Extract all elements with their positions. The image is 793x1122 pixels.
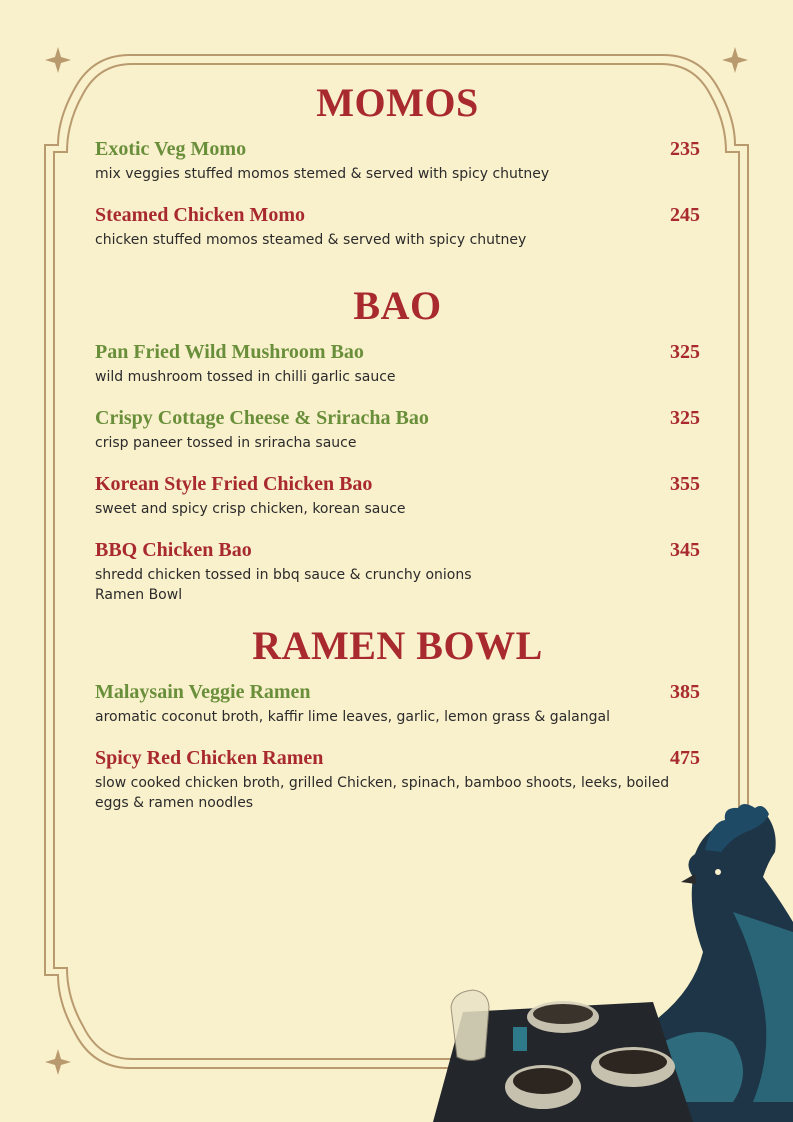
menu-item (95, 471, 700, 519)
item-extra-note: Ramen Bowl (95, 587, 183, 603)
item-price: 325 (670, 407, 700, 429)
item-name: BBQ Chicken Bao (95, 539, 252, 561)
menu-item (95, 202, 700, 250)
item-description: sweet and spicy crisp chicken, korean sauce (95, 501, 406, 517)
item-price: 345 (670, 539, 700, 561)
item-name: Korean Style Fried Chicken Bao (95, 473, 373, 495)
item-description: shredd chicken tossed in bbq sauce & crunchy onions (95, 567, 472, 583)
item-description: aromatic coconut broth, kaffir lime leaves, garlic, lemon grass & galangal (95, 709, 610, 725)
item-description: crisp paneer tossed in sriracha sauce (95, 435, 357, 451)
section-title: RAMEN BOWL (252, 623, 543, 668)
item-price: 385 (670, 681, 700, 703)
section-momos (95, 80, 700, 250)
item-name: Steamed Chicken Momo (95, 204, 305, 226)
item-description: mix veggies stuffed momos stemed & served with spicy chutney (95, 166, 550, 182)
sparkle-icon (45, 1049, 71, 1075)
sparkle-icon (722, 47, 748, 73)
item-price: 325 (670, 341, 700, 363)
item-description: wild mushroom tossed in chilli garlic sauce (95, 369, 396, 385)
rooster-with-bowls-illustration (433, 802, 793, 1122)
menu-item (95, 136, 700, 184)
sparkle-icon (45, 47, 71, 73)
item-description: chicken stuffed momos steamed & served with spicy chutney (95, 232, 527, 248)
item-name: Exotic Veg Momo (95, 138, 247, 160)
item-name: Crispy Cottage Cheese & Sriracha Bao (95, 407, 429, 429)
section-bao (95, 283, 700, 605)
item-price: 245 (670, 204, 700, 226)
section-ramen-bowl (95, 623, 700, 813)
item-price: 235 (670, 138, 700, 160)
item-price: 355 (670, 473, 700, 495)
item-name: Pan Fried Wild Mushroom Bao (95, 341, 364, 363)
menu-item (95, 745, 700, 813)
section-title: BAO (353, 283, 442, 328)
item-name: Spicy Red Chicken Ramen (95, 747, 324, 769)
item-name: Malaysain Veggie Ramen (95, 681, 311, 703)
item-price: 475 (670, 747, 700, 769)
section-title: MOMOS (316, 80, 479, 125)
menu-item (95, 405, 700, 453)
menu-content (95, 80, 700, 813)
menu-item (95, 339, 700, 387)
item-description: slow cooked chicken broth, grilled Chicken, spinach, bamboo shoots, leeks, boiled eggs & ramen noodles (95, 775, 670, 811)
menu-item (95, 537, 700, 605)
menu-item (95, 679, 700, 727)
